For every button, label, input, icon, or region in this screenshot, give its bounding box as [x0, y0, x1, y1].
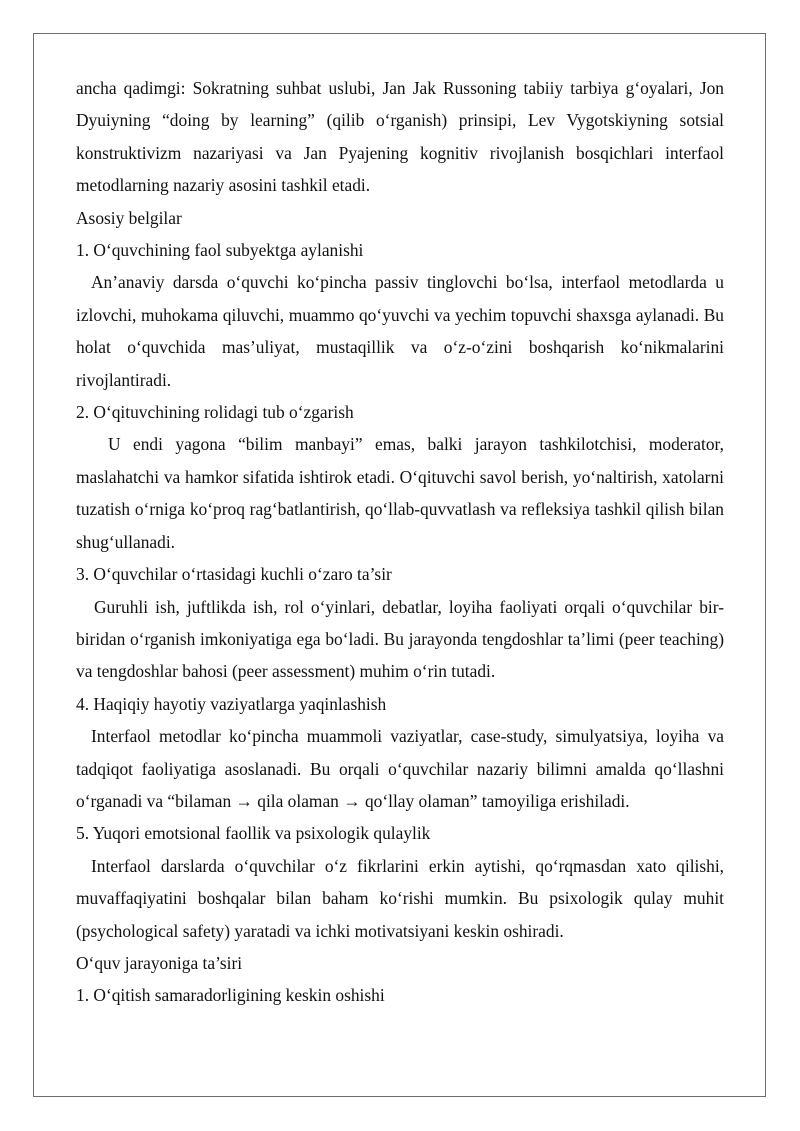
item-heading-2: 2. O‘qituvchining rolidagi tub o‘zgarish [76, 402, 354, 423]
impact-heading-1: 1. O‘qitish samaradorligining keskin oshishi [76, 985, 385, 1006]
item-heading-4: 4. Haqiqiy hayotiy vaziyatlarga yaqinlashish [76, 693, 387, 714]
intro-paragraph: ancha qadimgi: Sokratning suhbat uslubi, Jan Jak Russoning tabiiy tarbiya g‘oyalari, Jon Dyuiyning “doing by learning” (qilib o‘rganish) prinsipi, Lev Vygotskiyning sotsial konstruktivizm nazariyasi va Jan Pyajening kognitiv rivojlanish bosqichlari interfaol metodlarning nazariy asosini tashkil etadi. [76, 78, 724, 196]
item-heading-1: 1. O‘quvchining faol subyektga aylanishi [76, 240, 364, 261]
item-heading-5: 5. Yuqori emotsional faollik va psixologik qulaylik [76, 823, 431, 844]
section-heading-impact: O‘quv jarayoniga ta’siri [76, 952, 243, 973]
item-paragraph-3: Guruhli ish, juftlikda ish, rol o‘yinlari, debatlar, loyiha faoliyati orqali o‘quvchilar bir-biridan o‘rganish imkoniyatiga ega bo‘ladi. Bu jarayonda tengdoshlar ta’limi (peer teaching) va tengdoshlar bahosi (peer assessment) muhim o‘rin tutadi. [76, 596, 724, 682]
section-heading-main-features: Asosiy belgilar [76, 207, 182, 228]
item-paragraph-5: Interfaol darslarda o‘quvchilar o‘z fikrlarini erkin aytishi, qo‘rqmasdan xato qilishi, muvaffaqiyatini boshqalar bilan baham ko‘rishi mumkin. Bu psixologik qulay muhit (psychological safety) yaratadi va ichki motivatsiyani keskin oshiradi. [76, 855, 724, 941]
item-heading-3: 3. O‘quvchilar o‘rtasidagi kuchli o‘zaro ta’sir [76, 564, 392, 585]
item-paragraph-4: Interfaol metodlar ko‘pincha muammoli vaziyatlar, case-study, simulyatsiya, loyiha va tadqiqot faoliyatiga asoslanadi. Bu orqali o‘quvchilar nazariy bilimni amalda qo‘llashni o‘rganadi va “bilaman → qila olaman → qo‘llay olaman” tamoyiliga erishiladi. [76, 726, 724, 811]
item-paragraph-2: U endi yagona “bilim manbayi” emas, balki jarayon tashkilotchisi, moderator, maslahatchi va hamkor sifatida ishtirok etadi. O‘qituvchi savol berish, yo‘naltirish, xatolarni tuzatish o‘rniga ko‘proq rag‘batlantirish, qo‘llab-quvvatlash va refleksiya tashkil qilish bilan shug‘ullanadi. [76, 434, 724, 552]
document-body [76, 72, 724, 1012]
item-paragraph-1: An’anaviy darsda o‘quvchi ko‘pincha passiv tinglovchi bo‘lsa, interfaol metodlarda u izlovchi, muhokama qiluvchi, muammo qo‘yuvchi va yechim topuvchi shaxsga aylanadi. Bu holat o‘quvchida mas’uliyat, mustaqillik va o‘z-o‘zini boshqarish ko‘nikmalarini rivojlantiradi. [76, 272, 724, 390]
